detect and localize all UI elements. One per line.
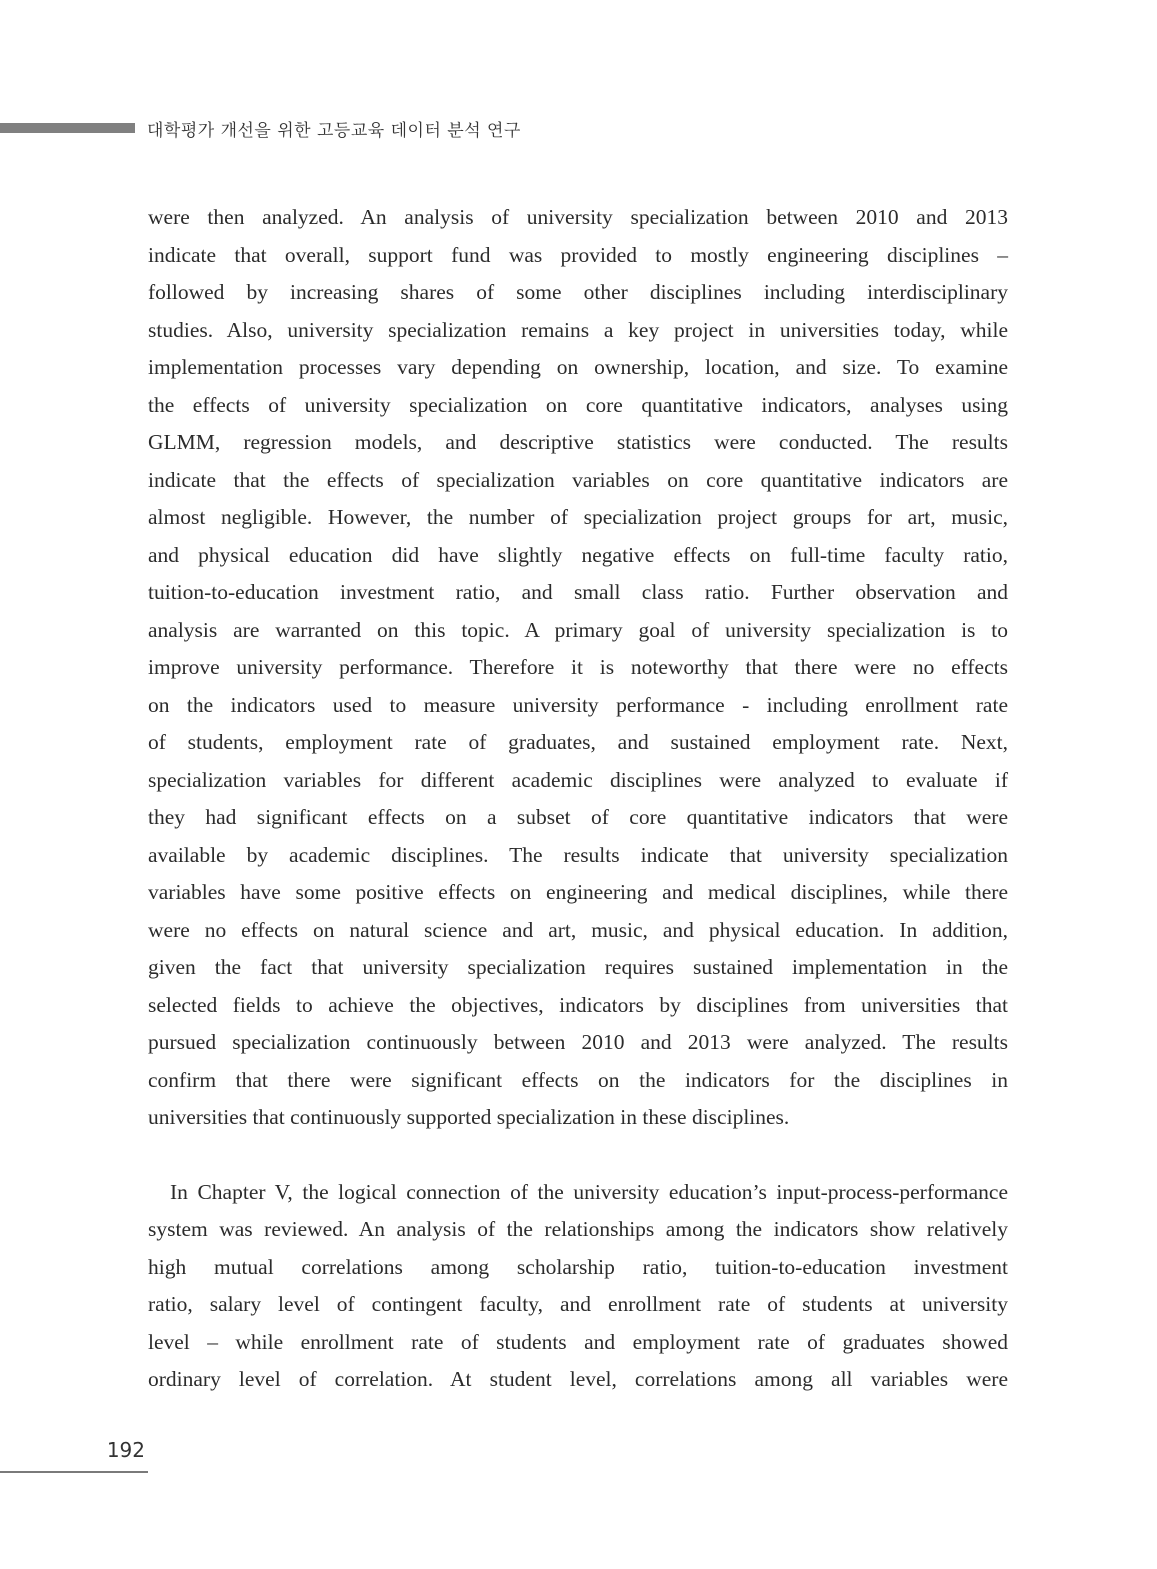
text-line: were then analyzed. An analysis of university specialization between 2010 and 2013: [148, 205, 1008, 229]
text-line: studies. Also, university specialization remains a key project in universities today, while: [148, 317, 1008, 342]
text-line: level – while enrollment rate of students and employment rate of graduates showed: [148, 1329, 1008, 1354]
text-line: they had significant effects on a subset of core quantitative indicators that were: [148, 805, 1008, 829]
text-line: selected fields to achieve the objectives, indicators by disciplines from universities that: [148, 992, 1008, 1017]
page-number: 192: [106, 1438, 145, 1462]
text-line: of students, employment rate of graduates, and sustained employment rate. Next,: [148, 730, 1008, 754]
text-line: the effects of university specialization on core quantitative indicators, analyses using: [148, 392, 1008, 417]
text-line: pursued specialization continuously between 2010 and 2013 were analyzed. The results: [148, 1030, 1008, 1054]
running-header-title: 대학평가 개선을 위한 고등교육 데이터 분석 연구: [147, 120, 521, 141]
text-line: GLMM, regression models, and descriptive statistics were conducted. The results: [148, 430, 1008, 454]
text-line: improve university performance. Therefore it is noteworthy that there were no effects: [148, 655, 1008, 679]
text-line: analysis are warranted on this topic. A primary goal of university specialization is to: [148, 617, 1008, 642]
text-line: on the indicators used to measure university performance - including enrollment rate: [148, 692, 1008, 717]
text-line: followed by increasing shares of some other disciplines including interdisciplinary: [148, 280, 1008, 304]
text-line: given the fact that university specialization requires sustained implementation in the: [148, 955, 1008, 979]
running-header: [0, 113, 521, 143]
text-line: almost negligible. However, the number of specialization project groups for art, music,: [148, 505, 1008, 529]
text-line: In Chapter V, the logical connection of the university education’s input-process-performance: [170, 1179, 1008, 1204]
text-line: indicate that overall, support fund was provided to mostly engineering disciplines –: [148, 242, 1008, 267]
text-line: tuition-to-education investment ratio, and small class ratio. Further observation and: [148, 580, 1008, 604]
text-line: implementation processes vary depending on ownership, location, and size. To examine: [148, 355, 1008, 379]
text-line: ordinary level of correlation. At student level, correlations among all variables were: [148, 1367, 1008, 1391]
text-line: indicate that the effects of specialization variables on core quantitative indicators are: [148, 467, 1008, 492]
header-decorative-bar: [0, 123, 135, 133]
text-line: specialization variables for different academic disciplines were analyzed to evaluate if: [148, 767, 1008, 792]
text-line: available by academic disciplines. The results indicate that university specialization: [148, 842, 1008, 867]
text-line: ratio, salary level of contingent faculty, and enrollment rate of students at university: [148, 1292, 1008, 1316]
text-line: universities that continuously supported specialization in these disciplines.: [148, 1105, 790, 1129]
text-line: system was reviewed. An analysis of the relationships among the indicators show relatively: [148, 1217, 1008, 1241]
text-line: variables have some positive effects on engineering and medical disciplines, while there: [148, 880, 1008, 904]
paragraph-1: [148, 199, 1008, 1137]
body-text: [148, 199, 1008, 1399]
footer-rule: [0, 1471, 148, 1473]
text-line: high mutual correlations among scholarship ratio, tuition-to-education investment: [148, 1254, 1008, 1279]
paragraph-2: [148, 1174, 1008, 1399]
text-line: confirm that there were significant effects on the indicators for the disciplines in: [148, 1067, 1008, 1092]
text-line: were no effects on natural science and art, music, and physical education. In addition,: [148, 917, 1008, 942]
text-line: and physical education did have slightly negative effects on full-time faculty ratio,: [148, 542, 1008, 567]
